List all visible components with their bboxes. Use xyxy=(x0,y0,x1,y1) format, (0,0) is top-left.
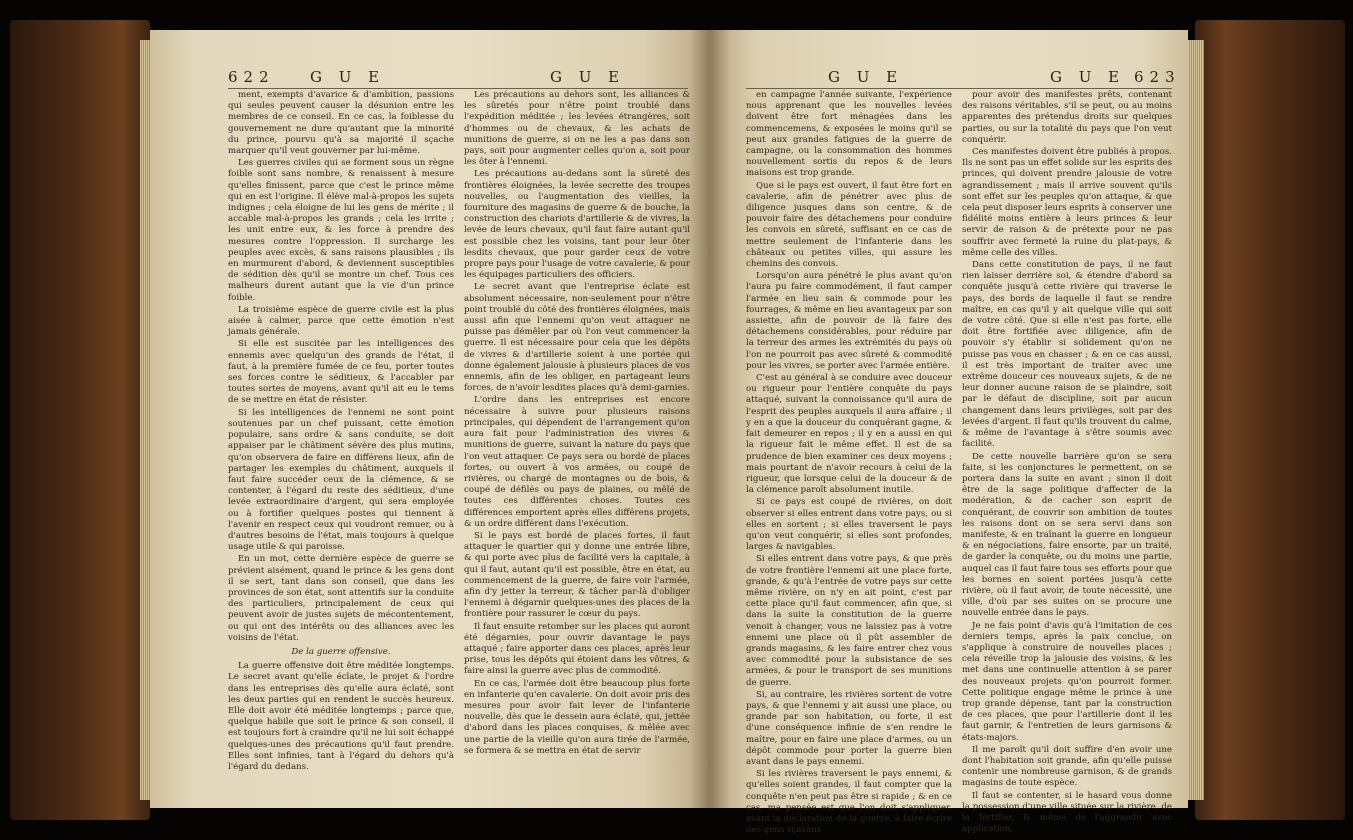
paragraph: Que si le pays est ouvert, il faut être fort en cavalerie, afin de pénétrer avec plus de diligence jusques dans son centre, & de pouvoir faire des détachemens pour conduire les convois en sûreté, suffisant en ce cas de mettre seulement de l'infanterie dans les châteaux ou petites villes, qui assure les chemins des convois. xyxy=(746,180,952,270)
running-head-right-1: G U E xyxy=(828,68,904,86)
paragraph: Il faut ensuite retomber sur les places qui auront été dégarnies, pour ouvrir davantage le pays attaqué ; faire apporter dans ces places, après leur prise, tous les dépôts qui étoient dans les vôtres, & faire ainsi la guerre avec plus de commodité. xyxy=(464,621,690,677)
paragraph: pour avoir des manifestes prêts, contenant des raisons véritables, s'il se peut, ou au moins apparentes des prétendus droits sur quelques parties, ou sur la totalité du pays que l'on veut conquérir. xyxy=(962,90,1172,145)
header-rule-right xyxy=(746,88,1172,89)
section-subheading: De la guerre offensive. xyxy=(291,646,391,657)
paragraph: C'est au général à se conduire avec douceur ou rigueur pour l'entière conquête du pays attaqué, suivant la connoissance qu'il aura de l'esprit des peuples auxquels il aura affaire ; il y en a que la douceur du conquérant gagne, & fait demeurer en repos ; il y en a aussi en qui la rigueur fait le même effet. Il est de sa prudence de bien examiner ces deux moyens ; mais pourtant de n'avoir recours à celui de la rigueur, que lorsque celui de la douceur & de la clémence paroît absolument inutile. xyxy=(746,373,952,496)
right-cover-board xyxy=(1195,20,1345,820)
running-head-left-1: G U E xyxy=(310,68,386,86)
page-number-left: 622 xyxy=(228,68,275,86)
left-page-column-2 xyxy=(464,90,690,806)
paragraph: Il faut se contenter, si le hasard vous donne la possession d'une ville située sur la rivière, de la fortifier, & même de l'aggrandir avec application, xyxy=(962,790,1172,835)
left-page xyxy=(150,30,710,808)
paragraph: Si elle est suscitée par les intelligences des ennemis avec quelqu'un des grands de l'état, il faut, à la première fumée de ce feu, porter toutes ses forces contre le séditieux, & l'accabler par toutes sortes de moyens, avant qu'il ait eu le tems de se mettre en état de résister. xyxy=(228,339,454,406)
paragraph: en campagne l'année suivante, l'expérience nous apprenant que les nouvelles levées doivent être fort ménagées dans les commencemens, & exposées le moins qu'il se peut aux grandes fatigues de la guerre de campagne, ou la consommation des hommes nouvellement sortis du repos & de leurs maisons est trop grande. xyxy=(746,90,952,179)
paragraph: Si ce pays est coupé de rivières, on doit observer si elles entrent dans votre pays, ou si elles en sortent ; si elles traversent le pays qu'on veut conquérir, si elles sont profondes, larges & navigables. xyxy=(746,497,952,553)
paragraph: De cette nouvelle barrière qu'on se sera faite, si les conjonctures le permettent, on se portera dans la suite en avant ; sinon il doit être de la sage politique d'affecter de la modération, & de cacher son esprit de conquérant, de couvrir son ambition de toutes les raisons dont on se sera servi dans son manifeste, & en traînant la guerre en longueur & en négociations, faire ensorte, par un traité, de garder la conquête, ou du moins une partie, auquel cas il faut faire tous ses efforts pour que les bornes en soient portées jusqu'à cette rivière, où il faut avoir, de toute nécessité, une ville, d'où par ses suites on se procure une nouvelle entrée dans le pays. xyxy=(962,451,1172,619)
paragraph: Ces manifestes doivent être publiés à propos. Ils ne sont pas un effet solide sur les esprits des princes, qui doivent prendre jalousie de votre agrandissement ; mais il arrive souvent qu'ils sont effet sur les peuples qu'on attaque, & que cela peut disposer leurs esprits à conserver une fidélité moins entière à leurs princes & leur servir de raison & de prétexte pour ne pas souffrir avec fermeté la ruine du plat-pays, & même celle des villes. xyxy=(962,147,1172,258)
paragraph: Les guerres civiles qui se forment sous un règne foible sont sans nombre, & renaissent à mesure qu'elles finissent, parce que c'est le prince même qui en est l'origine. Il élève mal-à-propos les sujets indignes ; cela éloigne de lui les gens de mérite ; il accable mal-à-propos les grands ; cela les irrite ; les unit entre eux, & les force à prendre des mesures contre l'oppression. Il surcharge les peuples avec excès, & sans raisons plausibles ; ils en murmurent d'abord, & deviennent susceptibles de sédition dès qu'il se montre un chef. Tous ces malheurs durent autant que la vie d'un prince foible. xyxy=(228,158,454,303)
paragraph: En ce cas, l'armée doit être beaucoup plus forte en infanterie qu'en cavalerie. On doit avoir pris des mesures pour avoir fait lever de l'infanterie nouvelle, dès que le dessein aura éclaté, qui, jettée d'abord dans les places conquises, & mêlée avec une partie de la vieille qu'on aura tirée de l'armée, se formera & se mettra en état de servir xyxy=(464,678,690,756)
running-head-left-2: G U E xyxy=(550,68,626,86)
paragraph: Si les rivières traversent le pays ennemi, & qu'elles soient grandes, il faut compter que la conquête n'en peut pas être si rapide ; & en ce cas, ma pensée est que l'on doit s'appliquer, avant la déclaration de la guerre, à faire écrire des gens sçavans xyxy=(746,769,952,836)
paragraph: Le secret avant que l'entreprise éclate est absolument nécessaire, non-seulement pour n'être point troublé du côté des frontières éloignées, mais aussi afin que l'ennemi qu'on veut attaquer ne puisse pas démêler par où l'on veut commencer la guerre. Il est nécessaire pour cela que les dépôts de vivres & d'artillerie soient à une portée qui donne également jalousie à plusieurs places de vos ennemis, afin de les obliger, en partageant leurs forces, de n'avoir lesdites places qu'à demi-garnies. xyxy=(464,282,690,394)
running-head-right-2: G U E xyxy=(1050,68,1126,86)
paragraph: Je ne fais point d'avis qu'à l'imitation de ces derniers temps, après la paix conclue, on s'applique à construire de nouvelles places ; cela réveille trop la jalousie des voisins, & les met dans une continuelle attention à se parer des nouveaux projets qu'on pourroit former. Cette politique engage même le prince à une trop grande dépense, tant par la construction de ces places, que pour l'artillerie dont il les faut garnir, & l'entretien de leurs garnisons & états-majors. xyxy=(962,620,1172,743)
paragraph: La troisième espèce de guerre civile est la plus aisée à calmer, parce que cette émotion n'est jamais générale. xyxy=(228,304,454,338)
paragraph: ment, exempts d'avarice & d'ambition, passions qui seules peuvent causer la désunion entre les membres de ce conseil. En ce cas, la foiblesse du gouvernement ne dure qu'autant que la minorité du prince, pourvu qu'à sa majorité il sçache marquer qu'il veut gouverner par lui-même. xyxy=(228,90,454,157)
paragraph: Si les intelligences de l'ennemi ne sont point soutenues par un chef puissant, cette émotion populaire, sans ordre & sans conduite, se doit appaiser par le châtiment sévère des plus mutins, qu'on observera de faire en différens lieux, afin de partager les exemples du châtiment, auxquels il faut faire succéder ceux de la clémence, & se contenter, à l'égard du reste des séditieux, d'une levée extraordinaire d'argent, qui sera employée ou à fortifier quelques postes qui tiennent à l'avenir en respect ceux qui voudront remuer, ou à d'autres besoins de l'état, mais toujours à quelque usage utile & qui paroisse. xyxy=(228,407,454,553)
paragraph: Les précautions au-dedans sont la sûreté des frontières éloignées, la levée secrette des troupes nouvelles, ou l'augmentation des vieilles, la fourniture des magasins de guerre & de bouche, la construction des chariots d'artillerie & de vivres, la levée de leurs chevaux, qu'il faut faire autant qu'il est possible chez les voisins, tant pour leur ôter lesdits chevaux, que pour garder ceux de votre propre pays pour l'usage de votre cavalerie, & pour les équipages particuliers des officiers. xyxy=(464,169,690,281)
left-page-column-1 xyxy=(228,90,454,806)
paragraph: Dans cette constitution de pays, il ne faut rien laisser derrière soi, & étendre d'abord sa conquête jusqu'à cette rivière qui traverse le pays, des bords de laquelle il faut se rendre maître, en cas qu'il y ait quelque ville qui soit de votre côté. Que si elle n'est pas forte, elle doit être fortifiée avec diligence, afin de pouvoir s'y établir si solidement qu'on ne puisse pas vous en chasser ; & en ce cas aussi, il est très important de traiter avec une extrême douceur ces nouveaux sujets, & de ne leur donner aucune raison de se plaindre, soit par le défaut de discipline, soit par aucun changement dans leurs privilèges, soit par des levées d'argent. Il faut qu'ils trouvent du calme, & même de l'avantage à s'être soumis avec facilité. xyxy=(962,260,1172,450)
right-page-column-2 xyxy=(962,90,1172,835)
paragraph: Il me paroît qu'il doit suffire d'en avoir une dont l'habitation soit grande, afin qu'elle puisse contenir une nombreuse garnison, & de grands magasins de toute espèce. xyxy=(962,744,1172,789)
right-page xyxy=(710,30,1188,836)
paragraph: Lorsqu'on aura pénétré le plus avant qu'on l'aura pu faire commodément, il faut camper l'armée en lieu sain & commode pour les fourrages, & même en lieu avantageux par son assiette, afin de pouvoir de là faire des détachemens considérables, pour réduire par la terreur des armes les extrémités du pays où l'on ne pourroit pas avec sûreté & commodité pour les vivres, se porter avec l'armée entière. xyxy=(746,271,952,371)
right-page-column-1 xyxy=(746,90,952,836)
paragraph: L'ordre dans les entreprises est encore nécessaire à suivre pour plusieurs raisons principales, qui dépendent de l'arrangement qu'on aura fait pour l'administration des vivres & munitions de guerre, suivant la nature du pays que l'on veut attaquer. Ce pays sera ou bordé de places fortes, ou ouvert à vos armées, ou coupé de rivières, ou chargé de montagnes ou de bois, & coupé de défilés ou pays de plaines, ou mêlé de toutes ces différentes choses. Toutes ces différences emportent après elles différens projets, & un ordre différent dans l'exécution. xyxy=(464,395,690,529)
paragraph: Si le pays est bordé de places fortes, il faut attaquer le quartier qui y donne une entrée libre, & qui porte avec plus de facilité vers la capitale, à qui il faut, autant qu'il est possible, être en état, au commencement de la guerre, de faire voir l'armée, afin d'y jetter la terreur, & tâcher par-là d'obliger l'ennemi à dégarnir quelques-unes des places de la frontière pour rassurer le cœur du pays. xyxy=(464,530,690,620)
header-rule-left xyxy=(228,88,688,89)
paragraph: Si elles entrent dans votre pays, & que près de votre frontière l'ennemi ait une place forte, grande, & qu'à l'entrée de votre pays sur cette même rivière, on n'y en ait point, c'est par cette place qu'il faut commencer, afin que, si dans la suite la constitution de la guerre venoit à changer, vous ne laissiez pas à votre ennemi une place où il pût assembler de grands magasins, & les faire entrer chez vous avec commodité pour la subsistance de ses armées, & pour le transport de ses munitions de guerre. xyxy=(746,554,952,688)
page-number-right: 623 xyxy=(1134,68,1181,86)
paragraph: La guerre offensive doit être méditée longtemps. Le secret avant qu'elle éclate, le projet & l'ordre dans les entreprises dès qu'elle aura éclaté, sont les deux parties qui en rendent le succès heureux. Elle doit avoir été méditée longtemps ; parce que, quelque habile que soit le prince & son conseil, il est toujours fort à craindre qu'il ne lui soit échappé quelques-unes des précautions qu'il faut prendre. Elles sont infinies, tant à l'égard du dehors qu'à l'égard du dedans. xyxy=(228,661,454,772)
paragraph: Si, au contraire, les rivières sortent de votre pays, & que l'ennemi y ait aussi une place, ou grande par son habitation, ou forte, il est d'une conséquence infinie de s'en rendre le maître, pour en faire une place d'armes, ou un dépôt commode pour porter la guerre bien avant dans le pays ennemi. xyxy=(746,689,952,767)
paragraph: En un mot, cette dernière espèce de guerre se prévient aisément, quand le prince & les gens dont il se sert, tant dans son conseil, que dans les provinces de son état, sont attentifs sur la conduite des particuliers, principalement de ceux qui peuvent avoir de justes sujets de mécontentement, ou qui ont des intérêts ou des alliances avec les voisins de l'état. xyxy=(228,554,454,643)
paragraph: Les précautions au dehors sont, les alliances & les sûretés pour n'être point troublé dans l'expédition méditée ; les levées étrangères, soit d'hommes ou de chevaux, & les achats de munitions de guerre, si on ne les a pas dans son pays, soit pour augmenter celles qu'on a, soit pour les ôter à l'ennemi. xyxy=(464,90,690,168)
left-cover-board xyxy=(10,20,150,820)
